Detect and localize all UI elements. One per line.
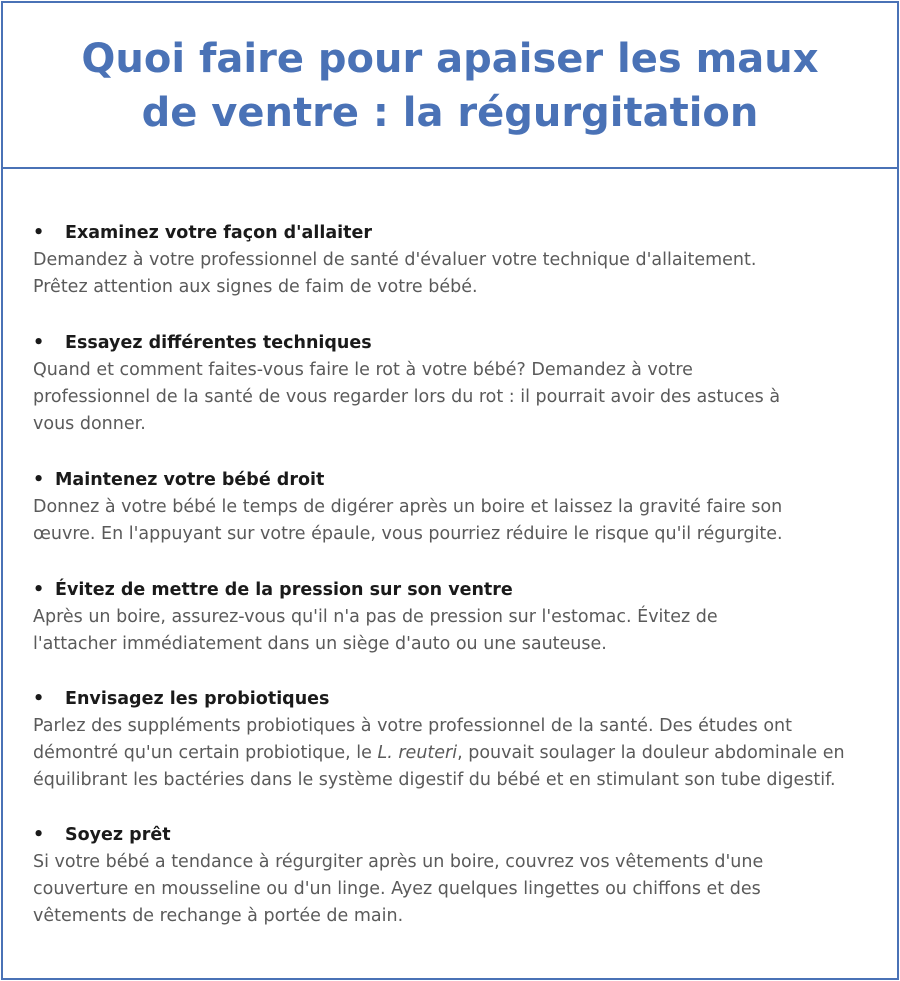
- tip-heading-text: Envisagez les probiotiques: [65, 689, 330, 709]
- tip-heading-text: Examinez votre façon d'allaiter: [65, 223, 373, 243]
- tip-heading-text: Évitez de mettre de la pression sur son ventre: [55, 580, 513, 600]
- tip-heading-text: Maintenez votre bébé droit: [55, 470, 325, 490]
- info-card: [1, 1, 899, 980]
- bullet-icon: •: [33, 689, 45, 709]
- tip-body-line: Quand et comment faites-vous faire le rot à votre bébé? Demandez à votre: [33, 360, 693, 380]
- bullet-icon: •: [33, 470, 45, 490]
- tip-body: [33, 494, 883, 548]
- tip-heading: [33, 685, 883, 713]
- page-title: [81, 30, 818, 140]
- tip-body: [33, 713, 883, 794]
- tip-body-line: professionnel de la santé de vous regarder lors du rot : il pourrait avoir des astuces à: [33, 387, 781, 407]
- bullet-icon: •: [33, 580, 45, 600]
- tip-heading-text: Soyez prêt: [65, 825, 171, 845]
- bullet-icon: •: [33, 223, 45, 243]
- tip-heading: [33, 821, 883, 849]
- probiotic-name: L. reuteri: [377, 743, 458, 763]
- title-line-2: de ventre : la régurgitation: [141, 90, 759, 136]
- tip-body-line: l'attacher immédiatement dans un siège d'auto ou une sauteuse.: [33, 634, 607, 654]
- tip-body: [33, 604, 883, 658]
- tip-body-line: Prêtez attention aux signes de faim de votre bébé.: [33, 277, 478, 297]
- tip-body: [33, 849, 883, 930]
- bullet-icon: •: [33, 333, 45, 353]
- tip-body: [33, 247, 883, 301]
- tip-be-ready: [33, 821, 883, 930]
- tip-body-line: vous donner.: [33, 414, 146, 434]
- tip-heading: [33, 576, 883, 604]
- tip-upright: [33, 466, 883, 548]
- tip-body-text: démontré qu'un certain probiotique, le: [33, 743, 378, 763]
- tip-heading: [33, 329, 883, 357]
- bullet-icon: •: [33, 825, 45, 845]
- tip-heading: [33, 219, 883, 247]
- tip-body-line: équilibrant les bactéries dans le système digestif du bébé et en stimulant son tube digestif.: [33, 770, 836, 790]
- tip-body-line: Demandez à votre professionnel de santé d'évaluer votre technique d'allaitement.: [33, 250, 757, 270]
- tip-heading-text: Essayez différentes techniques: [65, 333, 372, 353]
- tip-body-line: œuvre. En l'appuyant sur votre épaule, vous pourriez réduire le risque qu'il régurgite.: [33, 524, 783, 544]
- tip-body-line: Donnez à votre bébé le temps de digérer après un boire et laissez la gravité faire son: [33, 497, 783, 517]
- tip-breastfeeding: [33, 219, 883, 301]
- tip-techniques: [33, 329, 883, 438]
- tip-body: [33, 357, 883, 438]
- tip-heading: [33, 466, 883, 494]
- tip-body-line: vêtements de rechange à portée de main.: [33, 906, 404, 926]
- tip-probiotics: [33, 685, 883, 794]
- tip-body-line: Parlez des suppléments probiotiques à votre professionnel de la santé. Des études ont: [33, 716, 793, 736]
- tip-body-line: Après un boire, assurez-vous qu'il n'a pas de pression sur l'estomac. Évitez de: [33, 607, 718, 627]
- title-line-1: Quoi faire pour apaiser les maux: [81, 36, 819, 82]
- tip-body-line: Si votre bébé a tendance à régurgiter après un boire, couvrez vos vêtements d'une: [33, 852, 764, 872]
- tip-body-line: couverture en mousseline ou d'un linge. Ayez quelques lingettes ou chiffons et des: [33, 879, 761, 899]
- tip-pressure: [33, 576, 883, 658]
- tip-body-line: [33, 740, 883, 767]
- tip-body-text: , pouvait soulager la douleur abdominale en: [457, 743, 845, 763]
- header: [3, 3, 897, 169]
